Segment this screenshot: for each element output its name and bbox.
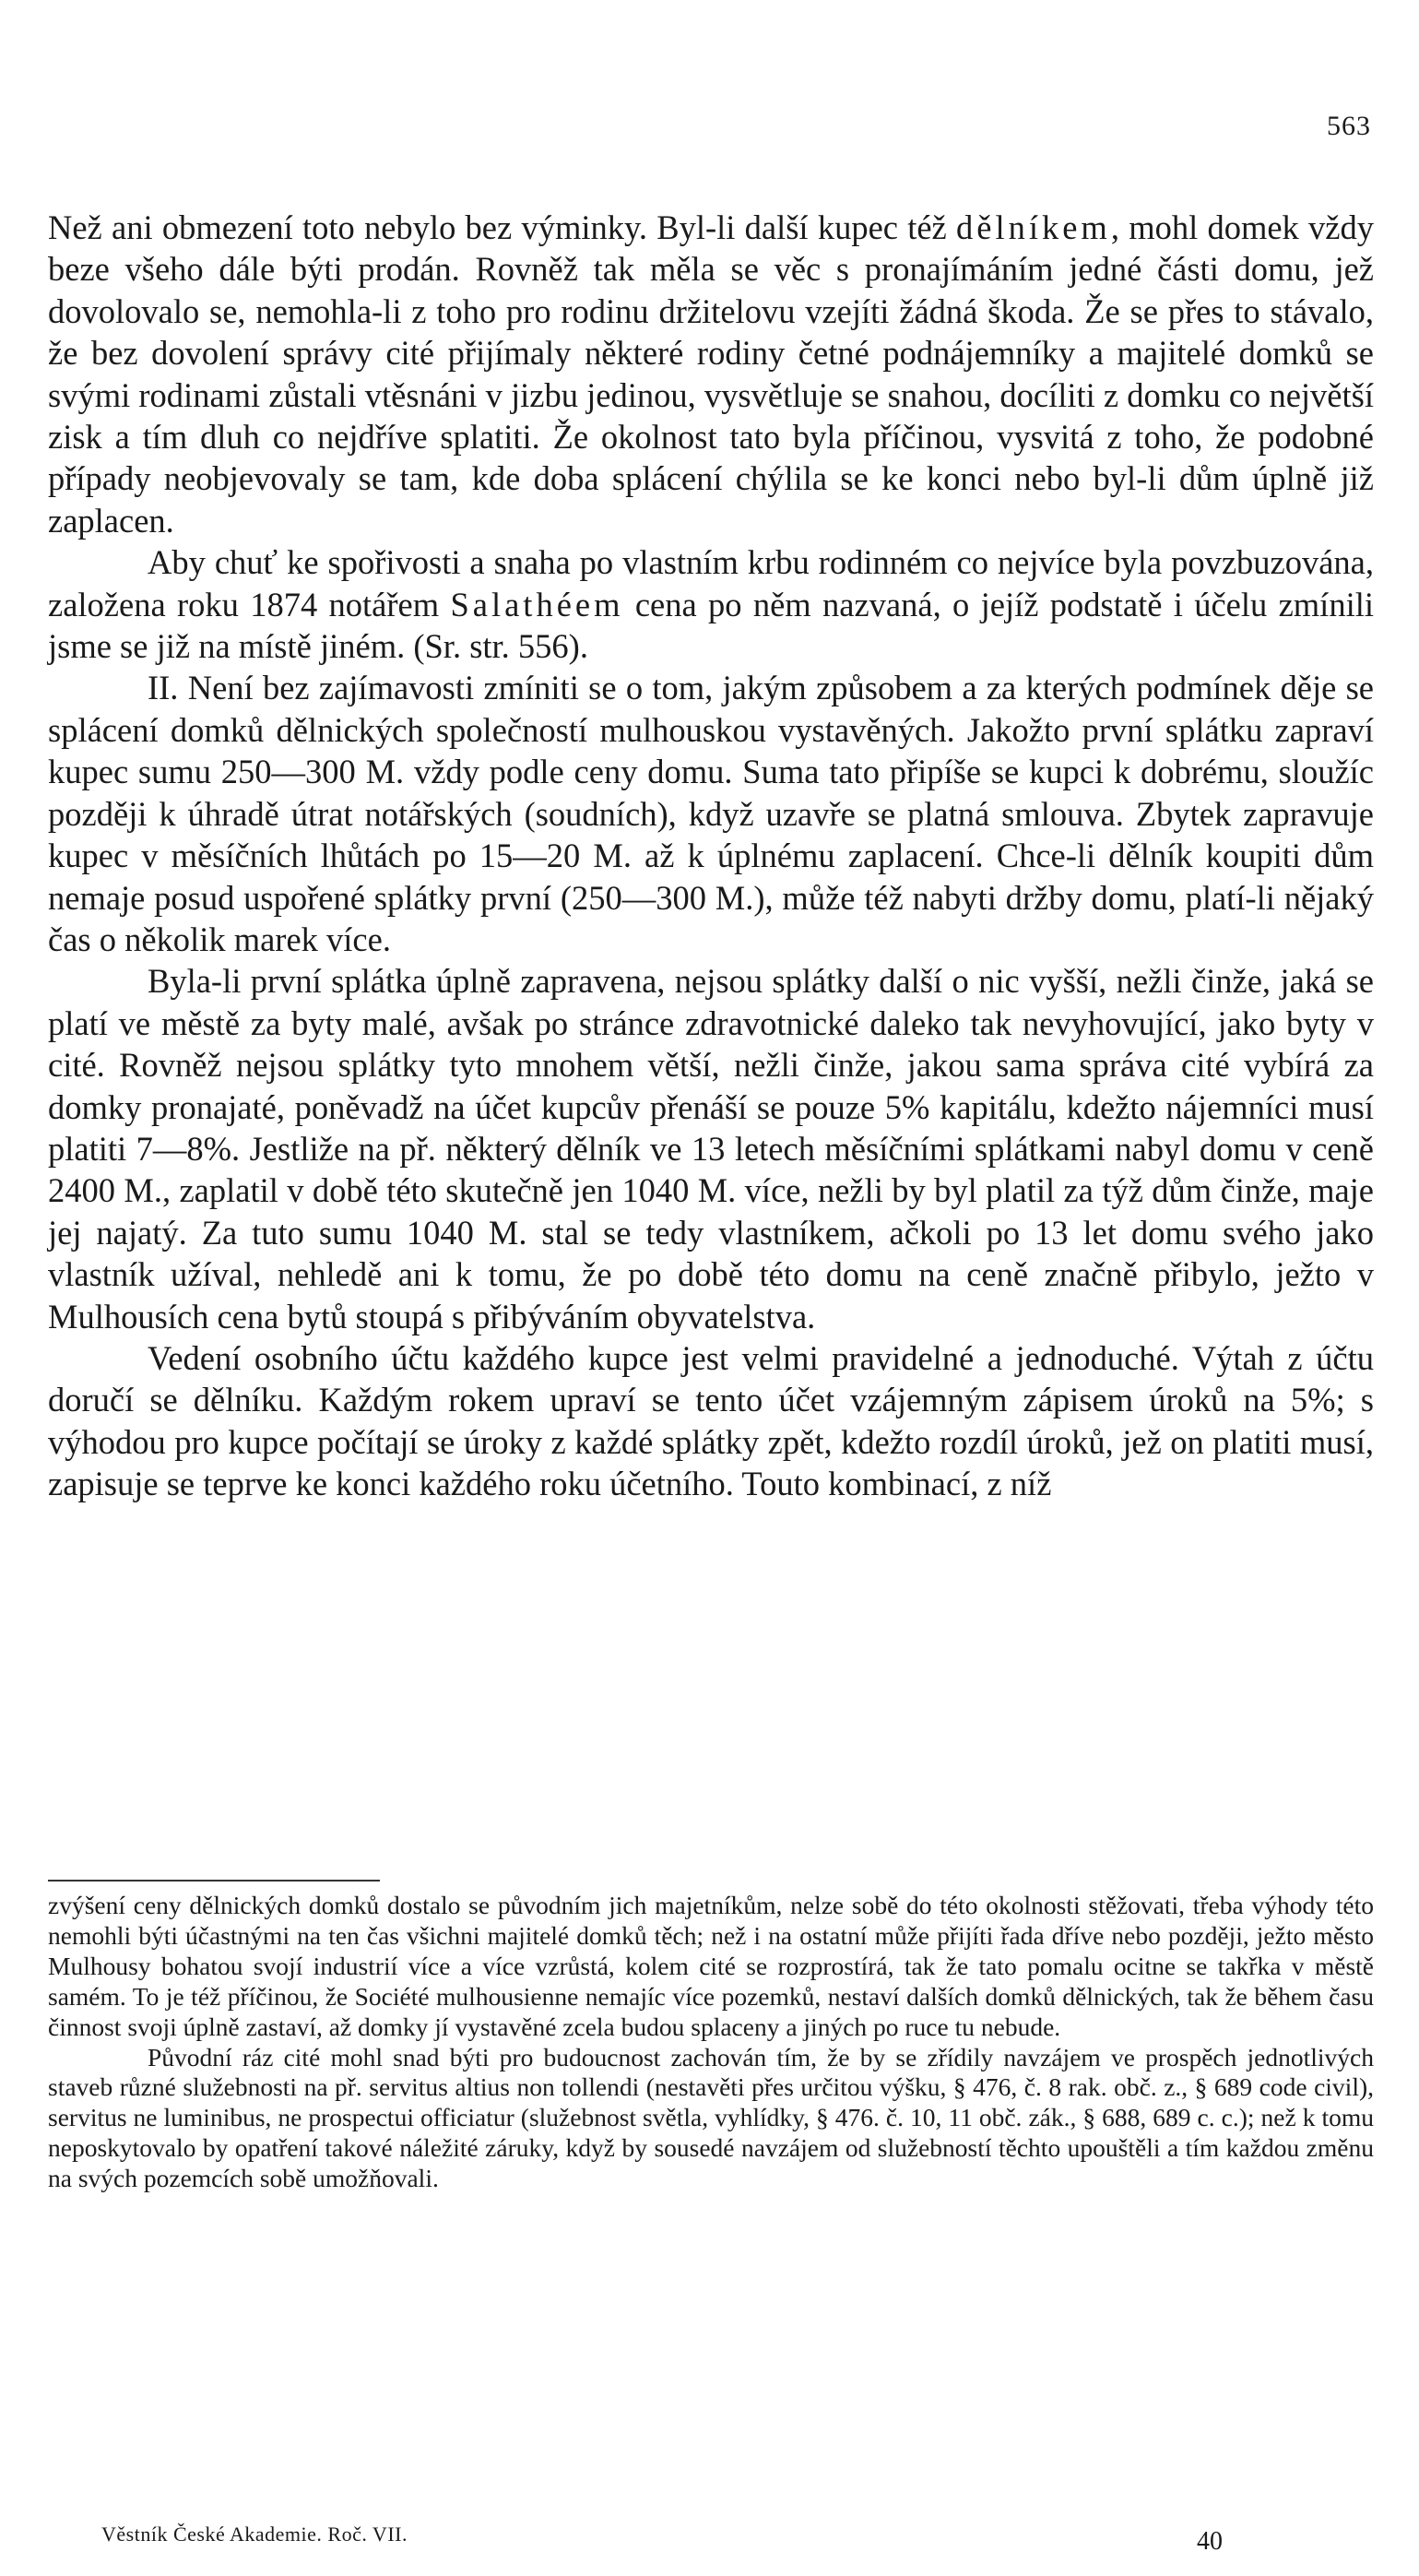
footnotes [48, 1891, 1374, 2194]
emphasized-name-salatheem: Salathéem [450, 585, 624, 623]
paragraph-2-text-c: cena po něm nazvaná, o jejíž podstatě i účelu zmínili jsme se již na místě jiném. (Sr. str. 556). [48, 585, 1374, 666]
main-text [48, 207, 1374, 1505]
paragraph-2 [48, 541, 1374, 667]
paragraph-1 [48, 207, 1374, 541]
paragraph-4: Byla-li první splátka úplně zapravena, nejsou splátky další o nic vyšší, nežli činže, jaká se platí ve městě za byty malé, avšak po stránce zdravotnické daleko tak nevyhovující, jako byty v cité. Rovněž nejsou splátky tyto mnohem větší, nežli činže, jakou sama správa cité vybírá za domky pronajaté, poněvadž na účet kupcův přenáší se pouze 5% kapitálu, kdežto nájemníci musí platiti 7—8%. Jestliže na př. některý dělník ve 13 letech měsíčními splátkami nabyl domu v ceně 2400 M., zaplatil v době této skutečně jen 1040 M. více, nežli by byl platil za týž dům činže, maje jej najatý. Za tuto sumu 1040 M. stal se tedy vlastníkem, ačkoli po 13 let domu svého jako vlastník užíval, nehledě ani k tomu, že po době této domu na ceně značně přibylo, ježto v Mulhousích cena bytů stoupá s přibýváním obyvatelstva. [48, 962, 1374, 1335]
journal-signature: Věstník České Akademie. Roč. VII. [101, 2523, 408, 2546]
paragraph-5: Vedení osobního účtu každého kupce jest velmi pravidelné a jednoduché. Výtah z účtu doručí se dělníku. Každým rokem upraví se tento účet vzájemným zápisem úroků na 5%; s výhodou pro kupce počítají se úroky z každé splátky zpět, kdežto rozdíl úroků, jež on platiti musí, zapisuje se teprve ke konci každého roku účetního. Touto kombinací, z níž [48, 1338, 1374, 1503]
paragraph-1-text-a: Než ani obmezení toto nebylo bez výminky. Byl-li další kupec též [48, 208, 956, 246]
emphasized-word-delnikem: dělníkem [956, 208, 1111, 246]
paragraph-1-text-c: , mohl domek vždy beze všeho dále býti prodán. Rovněž tak měla se věc s pronajímáním jedné části domu, jež dovolovalo se, nemohla-li z toho pro rodinu držitelovu vzejíti žádná škoda. Že se přes to stávalo, že bez dovolení správy cité přijímaly některé rodiny četné podnájemníky a majitelé domků se svými rodinami zůstali vtěsnáni v jizbu jedinou, vysvětluje se snahou, docíliti z domku co největší zisk a tím dluh co nejdříve splatiti. Že okolnost tato byla příčinou, vysvitá z toho, že podobné případy neobjevovaly se tam, kde doba splácení chýlila se ke konci nebo byl-li dům úplně již zaplacen. [48, 208, 1374, 540]
page-number: 563 [1327, 111, 1371, 141]
footnote-paragraph: Původní ráz cité mohl snad býti pro budoucnost zachován tím, že by se zřídily navzájem ve prospěch jednotlivých staveb různé služebnosti na př. servitus altius non tollendi (nestavěti přes určitou výšku, § 476, č. 8 rak. obč. z., § 689 code civil), servitus ne luminibus, ne prospectui officiatur (služebnost světla, vyhlídky, § 476. č. 10, 11 obč. zák., § 688, 689 c. c.); než k tomu neposkytovalo by opatření takové náležité záruky, když by sousedé navzájem od služebností těchto upouštěli a tím každou změnu na svých pozemcích sobě umožňovali. [48, 2042, 1374, 2193]
footnote-divider [48, 1880, 380, 1882]
footnote-continuation: zvýšení ceny dělnických domků dostalo se původním jich majetníkům, nelze sobě do této okolnosti stěžovati, třeba výhody této nemohli býti účastnými na ten čas všichni majitelé domků těch; než i na ostatní může přijíti řada dříve nebo později, ježto město Mulhousy bohatou svojí industrií více a více vzrůstá, kolem cité se rozprostírá, tak že tato pomalu ocitne se takřka v městě samém. To je též příčinou, že Société mulhousienne nemajíc více pozemků, nestaví dalších domků dělnických, tak že během času činnost svoji úplně zastaví, až domky jí vystavěné zcela budou splaceny a jiných po ruce tu nebude. [48, 1891, 1374, 2041]
sheet-number: 40 [1197, 2527, 1223, 2556]
paragraph-2-text-a: Aby chuť ke spořivosti a snaha po vlastním krbu rodinném co nejvíce byla povzbuzována, založena roku 1874 notářem [48, 543, 1374, 623]
paragraph-3: II. Není bez zajímavosti zmíniti se o tom, jakým způsobem a za kterých podmínek děje se splácení domků dělnických společností mulhouskou vystavěných. Jakožto první splátku zapraví kupec sumu 250—300 M. vždy podle ceny domu. Suma tato připíše se kupci k dobrému, sloužíc později k úhradě útrat notářských (soudních), když uzavře se platná smlouva. Zbytek zapravuje kupec v měsíčních lhůtách po 15—20 M. až k úplnému zaplacení. Chce-li dělník koupiti dům nemaje posud uspořené splátky první (250—300 M.), může též nabyti držby domu, platí-li nějaký čas o několik marek více. [48, 669, 1374, 958]
